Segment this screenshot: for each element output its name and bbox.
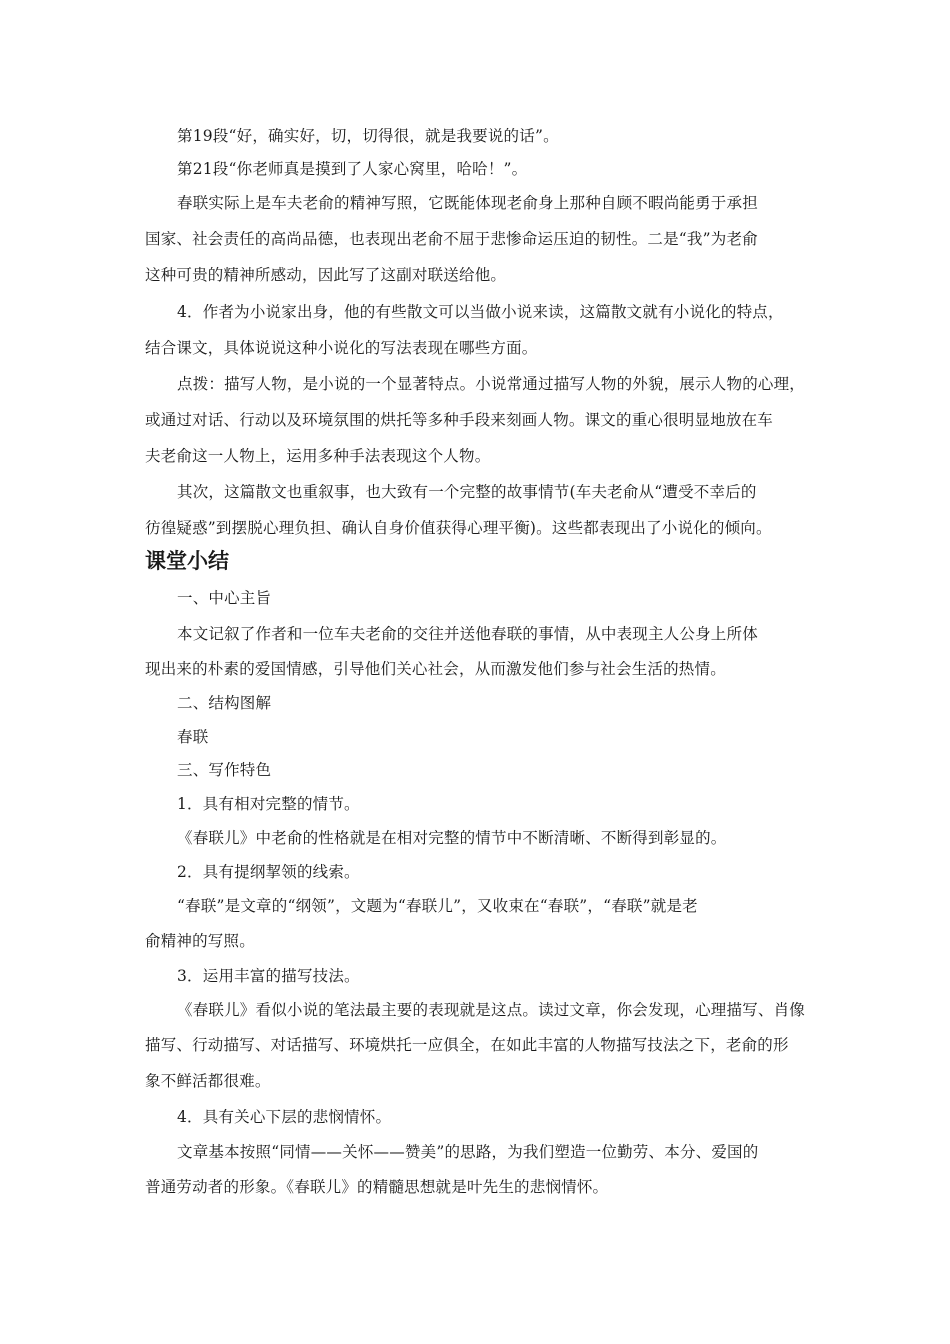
- paragraph-line: 现出来的朴素的爱国情感，引导他们关心社会，从而激发他们参与社会生活的热情。: [145, 660, 726, 678]
- paragraph-line: 或通过对话、行动以及环境氛围的烘托等多种手段来刻画人物。课文的重心很明显地放在车: [145, 411, 774, 429]
- paragraph-line: 俞精神的写照。: [145, 932, 255, 950]
- paragraph-line: 点拨：描写人物，是小说的一个显著特点。小说常通过描写人物的外貌，展示人物的心理，: [177, 375, 806, 393]
- paragraph-line: 春联: [177, 728, 209, 746]
- paragraph-line: 《春联儿》中老俞的性格就是在相对完整的情节中不断清晰、不断得到彰显的。: [177, 829, 727, 847]
- paragraph-line: 4．作者为小说家出身，他的有些散文可以当做小说来读，这篇散文就有小说化的特点，: [177, 303, 784, 321]
- paragraph-line: 第21段“你老师真是摸到了人家心窝里，哈哈！”。: [177, 160, 528, 178]
- list-item-heading: 2．具有提纲挈领的线索。: [177, 863, 360, 881]
- summary-subheading: 一、中心主旨: [177, 589, 272, 607]
- paragraph-line: 本文记叙了作者和一位车夫老俞的交往并送他春联的事情，从中表现主人公身上所体: [177, 625, 758, 643]
- paragraph-line: 第19段“好，确实好，切，切得很，就是我要说的话”。: [177, 127, 559, 145]
- paragraph-line: 国家、社会责任的高尚品德，也表现出老俞不屈于悲惨命运压迫的韧性。二是“我”为老俞: [145, 230, 758, 248]
- paragraph-line: 彷徨疑惑”到摆脱心理负担、确认自身价值获得心理平衡)。这些都表现出了小说化的倾向。: [145, 519, 772, 537]
- paragraph-line: 象不鲜活都很难。: [145, 1072, 271, 1090]
- paragraph-line: 结合课文，具体说说这种小说化的写法表现在哪些方面。: [145, 339, 538, 357]
- paragraph-line: 其次，这篇散文也重叙事，也大致有一个完整的故事情节(车夫老俞从“遭受不幸后的: [177, 483, 757, 501]
- paragraph-line: 《春联儿》看似小说的笔法最主要的表现就是这点。读过文章，你会发现，心理描写、肖像: [177, 1001, 806, 1019]
- list-item-heading: 3．运用丰富的描写技法。: [177, 967, 360, 985]
- paragraph-line: 春联实际上是车夫老俞的精神写照，它既能体现老俞身上那种自顾不暇尚能勇于承担: [177, 194, 758, 212]
- paragraph-line: 文章基本按照“同情——关怀——赞美”的思路，为我们塑造一位勤劳、本分、爱国的: [177, 1143, 759, 1161]
- paragraph-line: 夫老俞这一人物上，运用多种手法表现这个人物。: [145, 447, 491, 465]
- paragraph-line: 描写、行动描写、对话描写、环境烘托一应俱全，在如此丰富的人物描写技法之下，老俞的形: [145, 1036, 789, 1054]
- summary-subheading: 三、写作特色: [177, 761, 272, 779]
- list-item-heading: 1．具有相对完整的情节。: [177, 795, 360, 813]
- section-heading: 课堂小结: [145, 549, 229, 573]
- paragraph-line: 普通劳动者的形象。《春联儿》的精髓思想就是叶先生的悲悯情怀。: [145, 1178, 609, 1196]
- paragraph-line: 这种可贵的精神所感动，因此写了这副对联送给他。: [145, 266, 507, 284]
- paragraph-line: “春联”是文章的“纲领”，文题为“春联儿”，又收束在“春联”，“春联”就是老: [177, 897, 698, 915]
- list-item-heading: 4．具有关心下层的悲悯情怀。: [177, 1108, 392, 1126]
- summary-subheading: 二、结构图解: [177, 694, 272, 712]
